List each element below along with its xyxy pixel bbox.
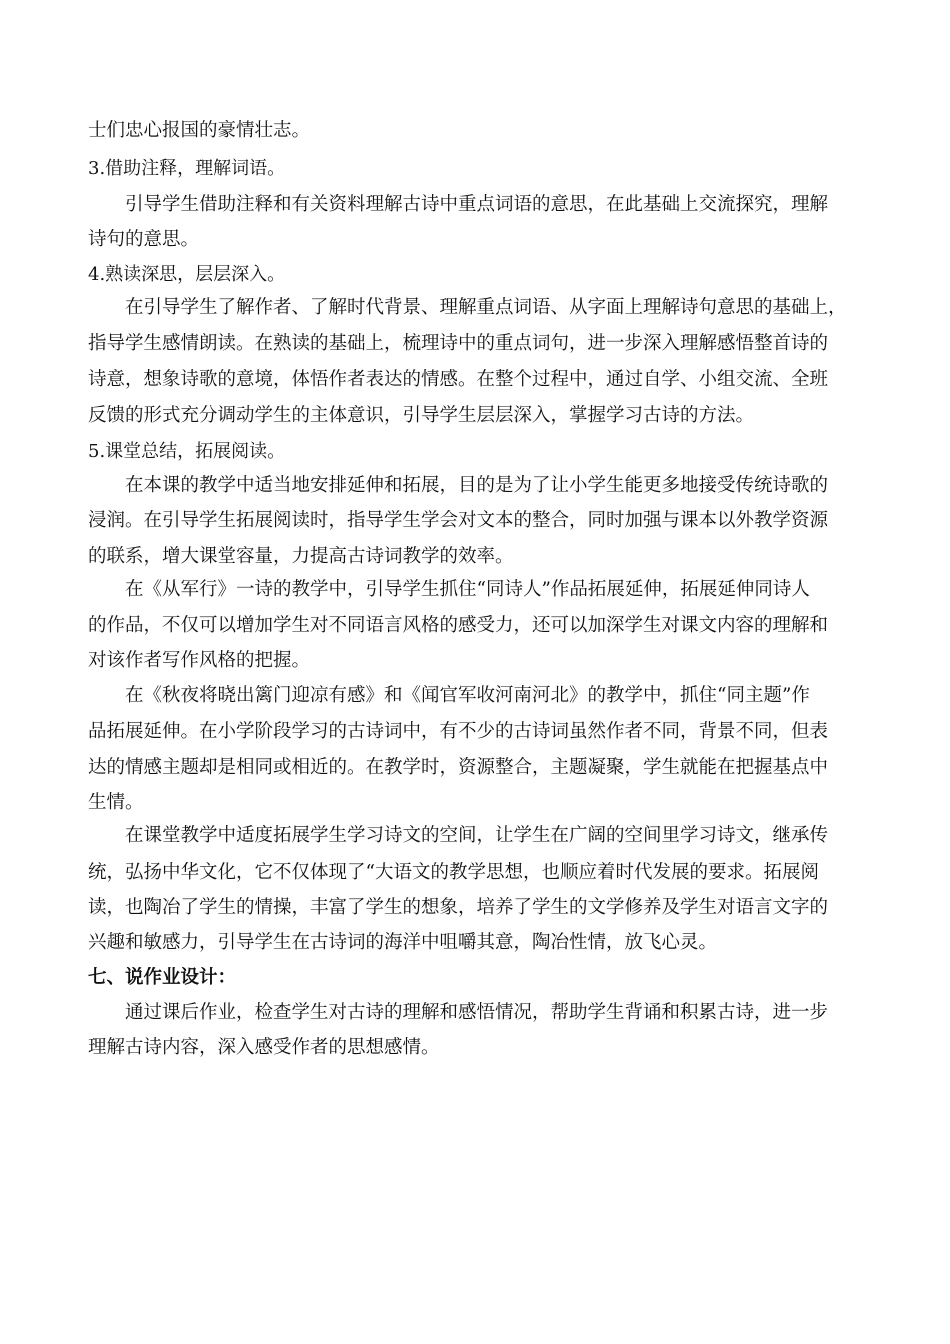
text-line: 读，也陶冶了学生的情操，丰富了学生的想象，培养了学生的文学修养及学生对语言文字的 [88, 897, 829, 918]
text-line: 理解古诗内容，深入感受作者的思想感情。 [88, 1037, 440, 1058]
text-line: 通过课后作业，检查学生对古诗的理解和感悟情况，帮助学生背诵和积累古诗，进一步 [88, 1002, 829, 1023]
text-line: 生情。 [88, 792, 144, 813]
text-line: 兴趣和敏感力，引导学生在古诗词的海洋中咀嚼其意，陶冶性情，放飞心灵。 [88, 932, 718, 953]
text-line: 引导学生借助注释和有关资料理解古诗中重点词语的意思，在此基础上交流探究，理解 [88, 194, 829, 215]
text-line: 品拓展延伸。在小学阶段学习的古诗词中，有不少的古诗词虽然作者不同，背景不同，但表 [88, 721, 829, 742]
numbered-heading: 3.借助注释，理解词语。 [88, 158, 286, 179]
text-line: 的联系，增大课堂容量，力提高古诗词教学的效率。 [88, 546, 514, 567]
text-line: 诗句的意思。 [88, 229, 200, 250]
text-line: 浸润。在引导学生拓展阅读时，指导学生学会对文本的整合，同时加强与课本以外教学资源 [88, 510, 829, 531]
text-line: 达的情感主题却是相同或相近的。在教学时，资源整合，主题凝聚，学生就能在把握基点中 [88, 757, 829, 778]
numbered-heading: 5.课堂总结，拓展阅读。 [88, 441, 286, 462]
text-line: 统，弘扬中华文化，它不仅体现了“大语文的教学思想，也顺应着时代发展的要求。拓展阅 [88, 862, 819, 883]
text-line: 的作品，不仅可以增加学生对不同语言风格的感受力，还可以加深学生对课文内容的理解和 [88, 615, 829, 636]
text-line: 士们忠心报国的豪情壮志。 [88, 120, 311, 141]
text-line: 反馈的形式充分调动学生的主体意识，引导学生层层深入，掌握学习古诗的方法。 [88, 405, 755, 426]
text-line: 诗意，想象诗歌的意境，体悟作者表达的情感。在整个过程中，通过自学、小组交流、全班 [88, 369, 829, 390]
section-heading: 七、说作业设计： [88, 967, 237, 988]
text-line: 在引导学生了解作者、了解时代背景、理解重点词语、从字面上理解诗句意思的基础上， [88, 297, 847, 318]
text-line: 在《秋夜将晓出篱门迎凉有感》和《闻官军收河南河北》的教学中，抓住“同主题”作 [88, 685, 810, 706]
text-line: 指导学生感情朗读。在熟读的基础上，梳理诗中的重点词句，进一步深入理解感悟整首诗的 [88, 333, 829, 354]
text-line: 在课堂教学中适度拓展学生学习诗文的空间，让学生在广阔的空间里学习诗文，继承传 [88, 825, 829, 846]
text-line: 在本课的教学中适当地安排延伸和拓展，目的是为了让小学生能更多地接受传统诗歌的 [88, 475, 829, 496]
text-line: 对该作者写作风格的把握。 [88, 650, 311, 671]
text-line: 在《从军行》一诗的教学中，引导学生抓住“同诗人”作品拓展延伸，拓展延伸同诗人 [88, 579, 810, 600]
numbered-heading: 4.熟读深思，层层深入。 [88, 264, 286, 285]
